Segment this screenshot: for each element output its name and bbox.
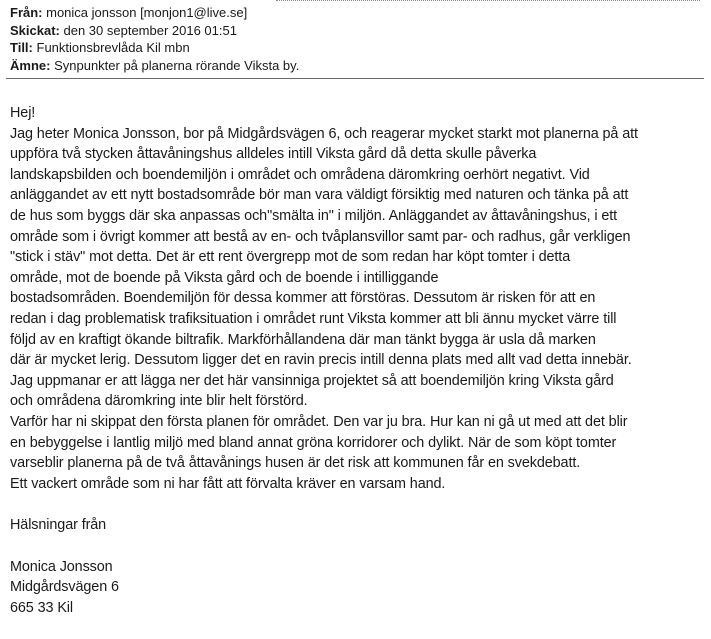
body-line: varseblir planerna på de två åttavånings husen är det risk att kommunen får en svekdebatt. (10, 455, 581, 472)
header-bottom-divider (6, 78, 704, 79)
body-line: landskapsbilden och boendemiljön i området och områdena däromkring oerhört negativt. Vid (10, 166, 590, 183)
body-line: där är mycket lerig. Dessutom ligger det en ravin precis intill denna plats med allt vad detta innebär. (10, 352, 632, 369)
spacer (10, 494, 706, 515)
from-label: Från: (10, 5, 43, 20)
body-line: de hus som byggs där ska anpassas och"smälta in" i miljön. Anläggandet av åttavåningshus, i ett (10, 207, 618, 224)
subject-row (10, 57, 700, 75)
closing: Hälsningar från (10, 517, 107, 534)
body-line: uppföra två stycken åttavåningshus alldeles intill Viksta gård då detta skulle påverka (10, 146, 537, 163)
sent-value: den 30 september 2016 01:51 (63, 22, 237, 38)
body-line: Ett vackert område som ni har fått att förvalta kräver en varsam hand. (10, 475, 446, 492)
to-label: Till: (10, 40, 33, 55)
body-line: bostadsområden. Boendemiljön för dessa kommer att förstöras. Dessutom är risken för att en (10, 290, 596, 307)
header-top-divider (276, 0, 700, 1)
subject-value: Synpunkter på planerna rörande Viksta by. (54, 57, 300, 73)
signature-postal: 665 33 Kil (10, 600, 74, 617)
to-value: Funktionsbrevlåda Kil mbn (36, 40, 190, 55)
signature-name: Monica Jonsson (10, 558, 113, 575)
body-line: område, mot de boende på Viksta gård och de boende i intilliggande (10, 269, 439, 286)
body-line: Jag uppmanar er att lägga ner det här vansinniga projektet så att boendemiljön kring Viksta gård (10, 372, 614, 389)
body-line: Varför har ni skippat den första planen för området. Den var ju bra. Hur kan ni gå ut med att det blir (10, 413, 628, 430)
body-line: anläggandet av ett nytt bostadsområde bör man vara väldigt försiktig med naturen och tänka på att (10, 187, 629, 204)
body-line: och områdena däromkring inte blir helt förstörd. (10, 393, 308, 410)
body-line: "stick i stäv" mot detta. Det är ett rent övergrepp mot de som redan har köpt tomter i detta (10, 249, 571, 266)
body-line: redan i dag problematisk trafiksituation i området runt Viksta kommer att bli ännu mycket värre till (10, 310, 617, 327)
spacer (10, 536, 706, 557)
from-row (10, 4, 700, 22)
email-body (10, 103, 706, 619)
sent-label: Skickat: (10, 22, 60, 38)
body-line: Jag heter Monica Jonsson, bor på Midgårdsvägen 6, och reagerar mycket starkt mot planerna på att (10, 125, 638, 142)
subject-label: Ämne: (10, 57, 51, 73)
from-value: monica jonsson [monjon1@live.se] (46, 5, 248, 20)
sent-row (10, 22, 700, 40)
body-line: område som i övrigt kommer att bestå av en- och tvåplansvillor samt par- och radhus, går verkligen (10, 228, 631, 245)
email-header (10, 4, 700, 74)
greeting: Hej! (10, 105, 36, 121)
body-line: en bebyggelse i lantlig miljö med bland annat gröna korridorer och dylikt. När de som köpt tomter (10, 434, 617, 451)
signature-street: Midgårdsvägen 6 (10, 579, 119, 596)
body-line: följd av en kraftigt ökande biltrafik. Markförhållandena där man tänkt bygga är usla då marken (10, 331, 596, 348)
to-row (10, 39, 700, 57)
